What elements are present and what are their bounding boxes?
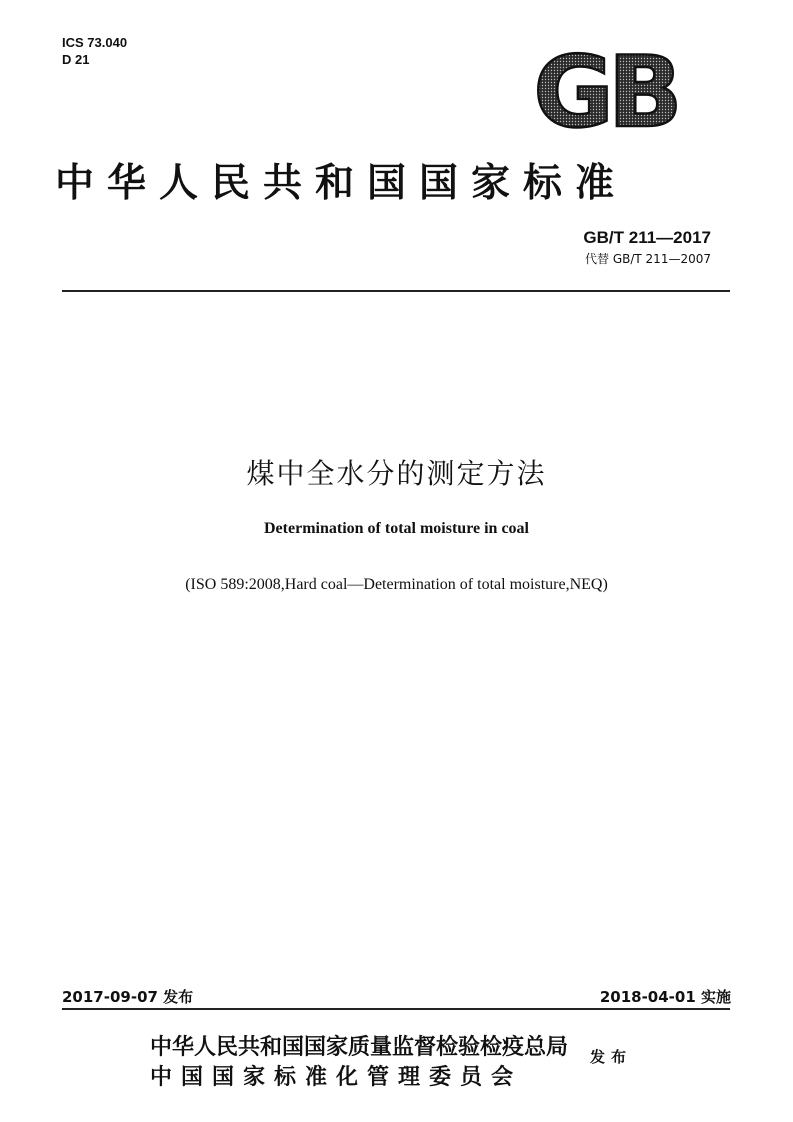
implementation-date: 2018-04-01 实施 [599, 988, 731, 1006]
publish-label: 发布 [590, 1048, 633, 1066]
footer-divider [62, 1008, 730, 1010]
gb-logo [520, 48, 690, 132]
national-standard-title: 中华人民共和国国家标准 [55, 160, 628, 206]
issuer-sac: 中国国家标准化管理委员会 [150, 1064, 523, 1090]
document-title-cn: 煤中全水分的测定方法 [246, 457, 547, 490]
document-title-en: Determination of total moisture in coal [264, 520, 529, 537]
gb-logo-text: GB [533, 48, 677, 132]
ics-code: ICS 73.040 [62, 35, 128, 50]
iso-reference: (ISO 589:2008,Hard coal—Determination of total moisture,NEQ) [185, 576, 608, 593]
replaces-standard: 代替 GB/T 211—2007 [585, 252, 711, 266]
ccs-code: D 21 [62, 52, 90, 67]
header-divider [62, 290, 730, 292]
issuer-aqsiq: 中华人民共和国国家质量监督检验检疫总局 [150, 1034, 569, 1060]
standard-number: GB/T 211—2017 [583, 228, 711, 247]
classification-codes [62, 34, 127, 68]
issue-date: 2017-09-07 发布 [62, 988, 194, 1006]
